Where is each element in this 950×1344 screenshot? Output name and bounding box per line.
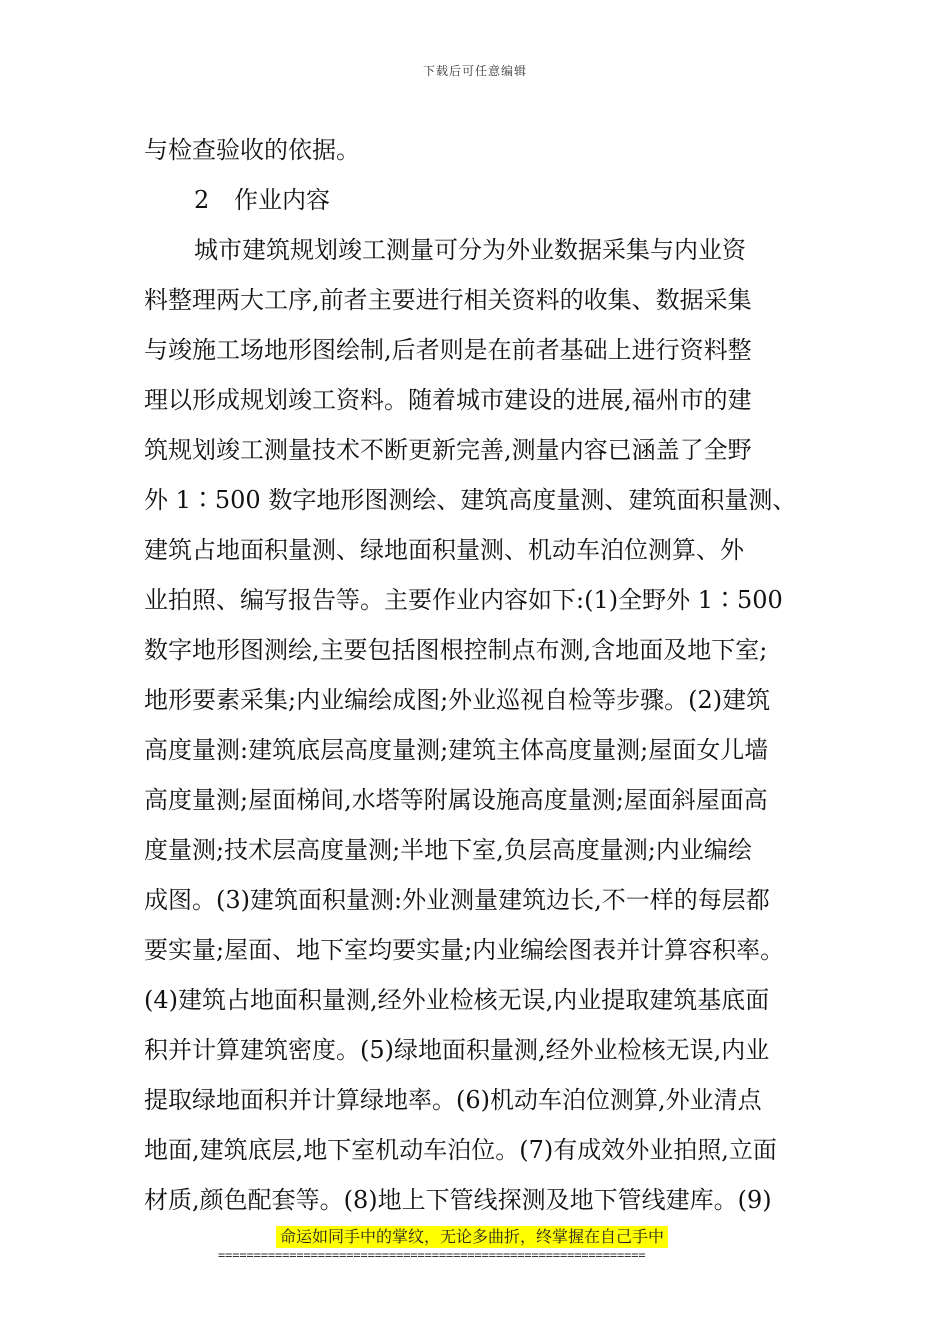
paragraph-line: 要实量;屋面、地下室均要实量;内业编绘图表并计算容积率。 — [144, 936, 785, 964]
paragraph-line: 理以形成规划竣工资料。随着城市建设的进展,福州市的建 — [144, 386, 752, 414]
section-title: 作业内容 — [234, 186, 330, 214]
paragraph-line: 数字地形图测绘,主要包括图根控制点布测,含地面及地下室; — [144, 636, 768, 664]
document-body — [144, 125, 844, 1225]
paragraph-line: 高度量测;屋面梯间,水塔等附属设施高度量测;屋面斜屋面高 — [144, 786, 768, 814]
section-number: 2 — [194, 186, 210, 214]
page-header: 下载后可任意编辑 — [422, 64, 527, 78]
paragraph-line: 建筑占地面积量测、绿地面积量测、机动车泊位测算、外 — [144, 536, 744, 564]
paragraph-line: 筑规划竣工测量技术不断更新完善,测量内容已涵盖了全野 — [144, 436, 752, 464]
paragraph-line: 业拍照、编写报告等。主要作业内容如下:(1)全野外 1∶500 — [144, 586, 783, 614]
paragraph-line: 地形要素采集;内业编绘成图;外业巡视自检等步骤。(2)建筑 — [144, 686, 771, 714]
footer-divider: ============================================================ — [218, 1248, 646, 1262]
paragraph-line: 与竣施工场地形图绘制,后者则是在前者基础上进行资料整 — [144, 336, 752, 364]
paragraph-line: 成图。(3)建筑面积量测:外业测量建筑边长,不一样的每层都 — [144, 886, 770, 914]
paragraph-line: 料整理两大工序,前者主要进行相关资料的收集、数据采集 — [144, 286, 752, 314]
paragraph-line: 城市建筑规划竣工测量可分为外业数据采集与内业资 — [194, 236, 746, 264]
section-heading — [144, 175, 844, 225]
paragraph-line: 材质,颜色配套等。(8)地上下管线探测及地下管线建库。(9) — [144, 1186, 772, 1214]
paragraph-line: 与检查验收的依据。 — [144, 136, 360, 164]
paragraph-line: 高度量测:建筑底层高度量测;建筑主体高度量测;屋面女儿墙 — [144, 736, 769, 764]
paragraph-line: 积并计算建筑密度。(5)绿地面积量测,经外业检核无误,内业 — [144, 1036, 770, 1064]
footer-motto-banner: 命运如同手中的掌纹，无论多曲折，终掌握在自己手中 — [276, 1226, 668, 1248]
paragraph-line: 地面,建筑底层,地下室机动车泊位。(7)有成效外业拍照,立面 — [144, 1136, 777, 1164]
paragraph-line: 度量测;技术层高度量测;半地下室,负层高度量测;内业编绘 — [144, 836, 752, 864]
paragraph-line: (4)建筑占地面积量测,经外业检核无误,内业提取建筑基底面 — [144, 986, 770, 1014]
paragraph-line: 外 1∶500 数字地形图测绘、建筑高度量测、建筑面积量测、 — [144, 486, 797, 514]
paragraph-line: 提取绿地面积并计算绿地率。(6)机动车泊位测算,外业清点 — [144, 1086, 762, 1114]
